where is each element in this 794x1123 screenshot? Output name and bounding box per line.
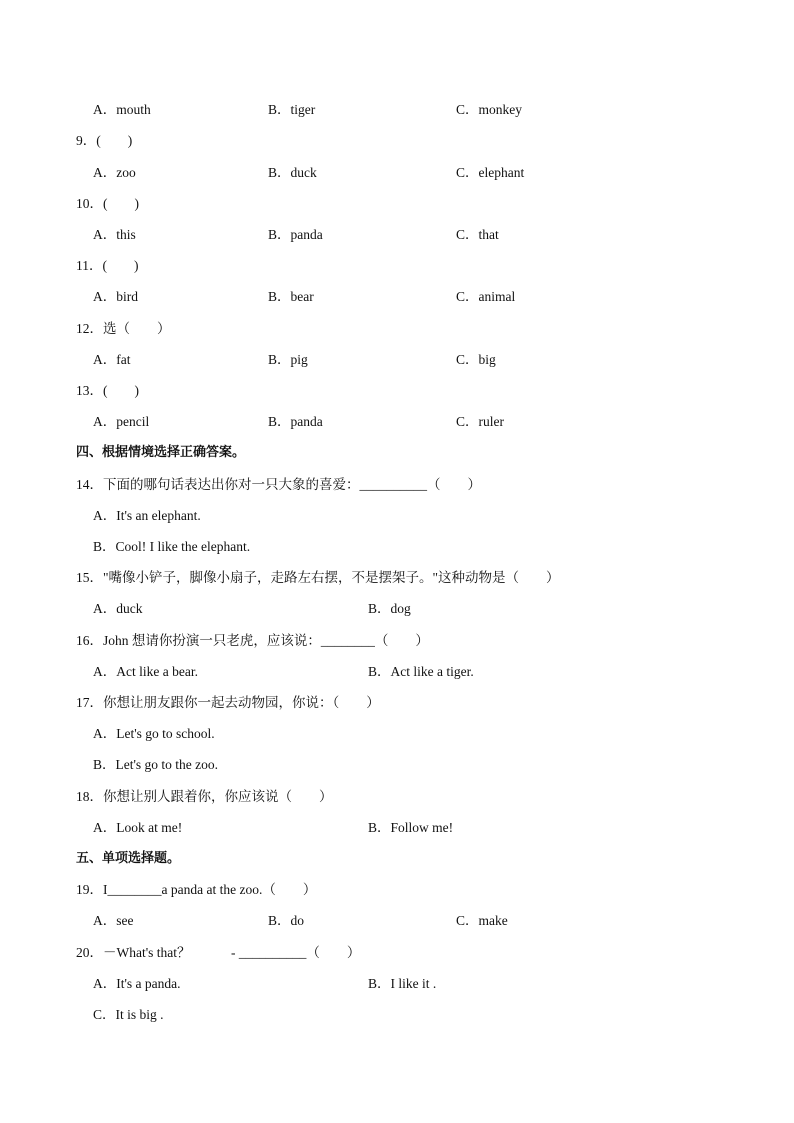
q11-stem: 11．( )	[76, 258, 139, 273]
q14-stem: 14．下面的哪句话表达出你对一只大象的喜爱：__________（ ）	[76, 477, 481, 492]
q20-option-a[interactable]: A．It's a panda.	[93, 976, 181, 991]
q12-option-b[interactable]: B．pig	[268, 352, 308, 367]
q17-option-a[interactable]: A．Let's go to school.	[93, 726, 215, 741]
section-5-title: 五、单项选择题。	[76, 851, 181, 866]
q9-stem: 9．( )	[76, 133, 133, 148]
q17-stem: 17．你想让朋友跟你一起去动物园，你说：（ ）	[76, 695, 380, 710]
q8-option-b[interactable]: B．tiger	[268, 102, 316, 117]
q15-option-b[interactable]: B．dog	[368, 601, 411, 616]
q12-option-a[interactable]: A．fat	[93, 352, 131, 367]
q11-option-c[interactable]: C．animal	[456, 289, 516, 304]
q8-option-a[interactable]: A．mouth	[93, 102, 151, 117]
q18-option-a[interactable]: A．Look at me!	[93, 820, 183, 835]
q9-option-c[interactable]: C．elephant	[456, 165, 525, 180]
q20-stem: 20．－What's that？ - __________（ ）	[76, 945, 361, 960]
q18-stem: 18．你想让别人跟着你，你应该说（ ）	[76, 789, 333, 804]
q11-option-a[interactable]: A．bird	[93, 289, 138, 304]
q15-stem: 15．"嘴像小铲子，脚像小扇子，走路左右摆，不是摆架子。"这种动物是（ ）	[76, 570, 560, 585]
q16-stem: 16．John 想请你扮演一只老虎，应该说：________（ ）	[76, 633, 429, 648]
q15-option-a[interactable]: A．duck	[93, 601, 143, 616]
q17-option-b[interactable]: B．Let's go to the zoo.	[93, 757, 219, 772]
q19-option-b[interactable]: B．do	[268, 913, 305, 928]
q16-option-a[interactable]: A．Act like a bear.	[93, 664, 198, 679]
q9-option-b[interactable]: B．duck	[268, 165, 317, 180]
q13-option-b[interactable]: B．panda	[268, 414, 323, 429]
q11-option-b[interactable]: B．bear	[268, 289, 314, 304]
q14-option-b[interactable]: B．Cool! I like the elephant.	[93, 539, 251, 554]
q12-option-c[interactable]: C．big	[456, 352, 496, 367]
q8-option-c[interactable]: C．monkey	[456, 102, 522, 117]
q16-option-b[interactable]: B．Act like a tiger.	[368, 664, 474, 679]
q18-option-b[interactable]: B．Follow me!	[368, 820, 454, 835]
q19-option-c[interactable]: C．make	[456, 913, 508, 928]
q14-option-a[interactable]: A．It's an elephant.	[93, 508, 201, 523]
q13-option-c[interactable]: C．ruler	[456, 414, 504, 429]
q10-option-c[interactable]: C．that	[456, 227, 499, 242]
q10-option-a[interactable]: A．this	[93, 227, 136, 242]
q19-option-a[interactable]: A．see	[93, 913, 134, 928]
q10-option-b[interactable]: B．panda	[268, 227, 323, 242]
q12-stem: 12．选（ ）	[76, 321, 171, 336]
q20-option-b[interactable]: B．I like it .	[368, 976, 437, 991]
q9-option-a[interactable]: A．zoo	[93, 165, 136, 180]
q10-stem: 10．( )	[76, 196, 139, 211]
section-4-title: 四、根据情境选择正确答案。	[76, 445, 246, 460]
q20-option-c[interactable]: C．It is big .	[93, 1007, 164, 1022]
q19-stem: 19．I________a panda at the zoo.（ ）	[76, 882, 317, 897]
q13-option-a[interactable]: A．pencil	[93, 414, 150, 429]
q13-stem: 13．( )	[76, 383, 139, 398]
